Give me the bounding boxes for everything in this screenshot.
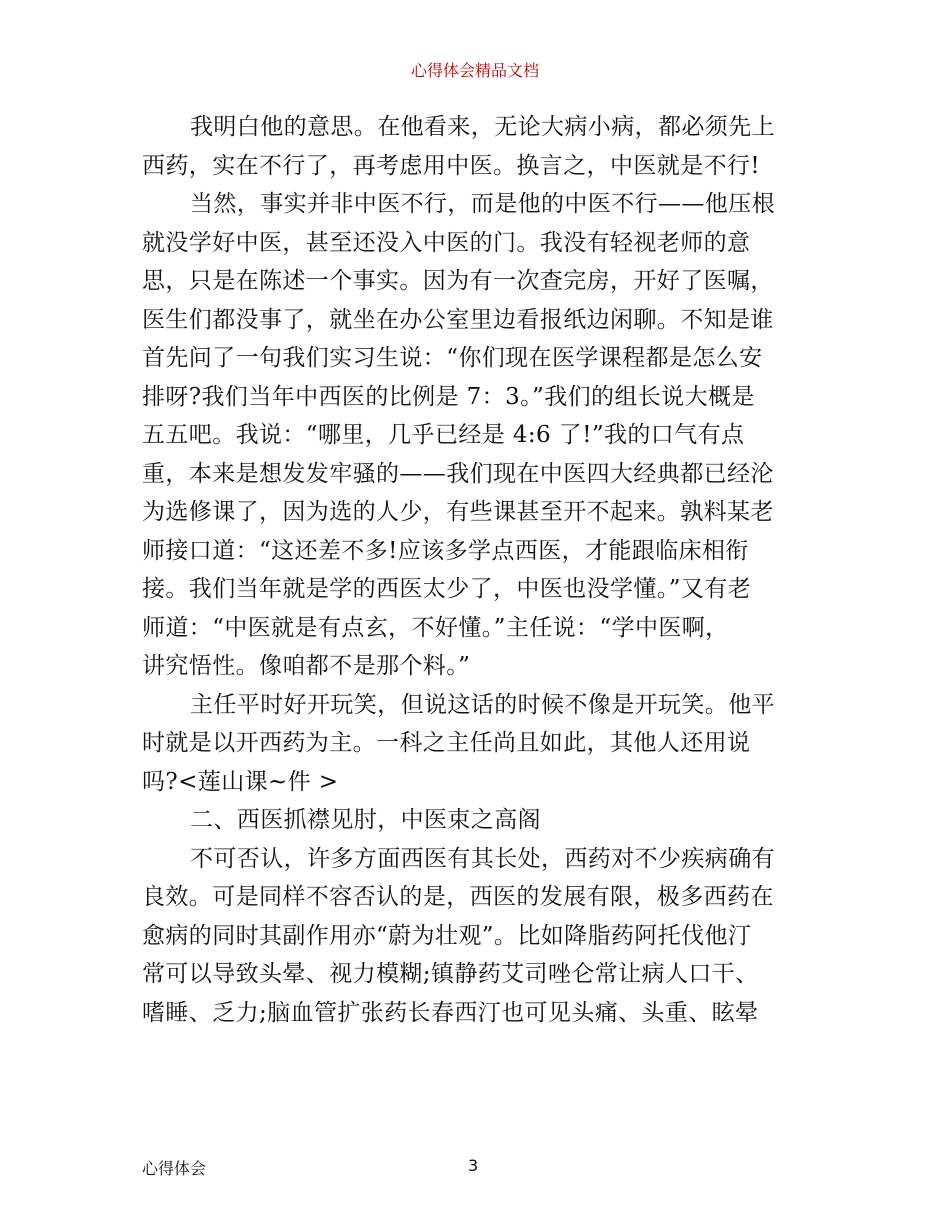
text-line: 师接口道：“这还差不多!应该多学点西医，才能跟临床相衔	[142, 537, 749, 564]
text-line: 首先问了一句我们实习生说：“你们现在医学课程都是怎么安	[142, 345, 763, 371]
text-line: 重，本来是想发发牢骚的——我们现在中医四大经典都已经沦	[142, 460, 774, 487]
page-header: 心得体会精品文档	[410, 61, 539, 80]
text-line: 当然，事实并非中医不行，而是他的中医不行——他压根	[190, 191, 775, 217]
text-line: 吗?<莲山课~件 >	[142, 768, 339, 795]
text-line: 西药，实在不行了，再考虑用中医。换言之，中医就是不行!	[142, 152, 761, 179]
text-line: 主任平时好开玩笑，但说这话的时候不像是开玩笑。他平	[190, 691, 775, 718]
text-line: 师道：“中医就是有点玄，不好懂。”主任说：“学中医啊，	[142, 614, 729, 641]
footer-label: 心得体会	[142, 1159, 207, 1178]
text-line: 接。我们当年就是学的西医太少了，中医也没学懂。”又有老	[142, 576, 752, 602]
text-line: 为选修课了，因为选的人少，有些课甚至开不起来。孰料某老	[142, 499, 774, 525]
text-line: 愈病的同时其副作用亦“蔚为壮观”。比如降脂药阿托伐他汀	[142, 922, 752, 949]
text-line: 医生们都没事了，就坐在办公室里边看报纸边闲聊。不知是谁	[142, 306, 774, 333]
text-line: 常可以导致头晕、视力模糊;镇静药艾司唑仑常让病人口干、	[142, 961, 759, 987]
text-line: 讲究悟性。像咱都不是那个料。”	[142, 653, 471, 679]
section-heading: 二、西医抓襟见肘，中医束之高阁	[190, 807, 541, 833]
text-line: 排呀?我们当年中西医的比例是 7：3。”我们的组长说大概是	[142, 383, 755, 410]
text-line: 就没学好中医，甚至还没入中医的门。我没有轻视老师的意	[142, 229, 751, 256]
text-line: 不可否认，许多方面西医有其长处，西药对不少疾病确有	[190, 845, 775, 872]
text-line: 五五吧。我说：“哪里，几乎已经是 4:6 了!”我的口气有点	[142, 422, 745, 448]
page-number: 3	[468, 1156, 479, 1175]
text-line: 嗜睡、乏力;脑血管扩张药长春西汀也可见头痛、头重、眩晕	[142, 999, 759, 1026]
text-line: 时就是以开西药为主。一科之主任尚且如此，其他人还用说	[142, 730, 751, 756]
body-text	[142, 108, 814, 1032]
text-line: 良效。可是同样不容否认的是，西医的发展有限，极多西药在	[142, 884, 774, 910]
text-line: 我明白他的意思。在他看来，无论大病小病，都必须先上	[190, 114, 775, 140]
text-line: 思，只是在陈述一个事实。因为有一次查完房，开好了医嘱，	[142, 268, 774, 294]
